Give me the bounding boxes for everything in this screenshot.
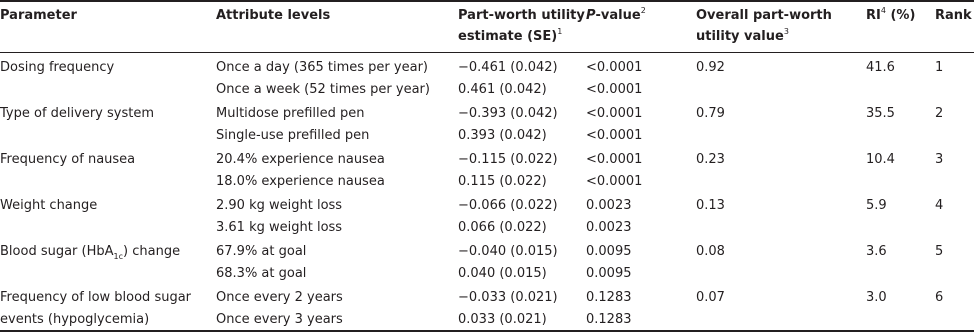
row-level: Single-use prefilled pen <box>216 128 370 143</box>
row-level: 2.90 kg weight loss <box>216 198 343 213</box>
row-estimate: −0.066 (0.022) <box>458 198 558 213</box>
row-parameter: Weight change <box>0 198 98 213</box>
row-estimate: −0.033 (0.021) <box>458 290 558 305</box>
row-estimate: 0.461 (0.042) <box>458 82 547 97</box>
row-level: 68.3% at goal <box>216 266 307 281</box>
row-overall: 0.79 <box>696 106 725 121</box>
row-rank: 2 <box>935 106 944 121</box>
row-overall: 0.13 <box>696 198 725 213</box>
row-parameter-line1: Frequency of low blood sugar <box>0 290 192 305</box>
row-ri: 3.0 <box>866 290 887 305</box>
header-p-value: P-value$^2$ <box>586 6 646 23</box>
row-rank: 4 <box>935 198 944 213</box>
header-parameter: Parameter <box>0 8 77 23</box>
row-estimate: −0.393 (0.042) <box>458 106 558 121</box>
row-overall: 0.92 <box>696 60 725 75</box>
row-p-value: 0.0095 <box>586 244 632 259</box>
row-p-value: 0.0023 <box>586 198 632 213</box>
row-parameter: Blood sugar (HbA$_{1c}$) change <box>0 244 181 261</box>
row-rank: 3 <box>935 152 944 167</box>
row-estimate: 0.393 (0.042) <box>458 128 547 143</box>
row-ri: 3.6 <box>866 244 887 259</box>
header-ri: $RI^4$ (%) <box>866 6 916 23</box>
row-estimate: 0.033 (0.021) <box>458 312 547 327</box>
row-p-value: <0.0001 <box>586 60 643 75</box>
row-parameter: Frequency of nausea <box>0 152 136 167</box>
row-level: Once a day (365 times per year) <box>216 60 428 75</box>
header-attribute-levels: Attribute levels <box>216 8 331 23</box>
row-ri: 5.9 <box>866 198 887 213</box>
row-level: Multidose prefilled pen <box>216 106 365 121</box>
row-ri: 35.5 <box>866 106 895 121</box>
row-estimate: 0.066 (0.022) <box>458 220 547 235</box>
row-p-value: <0.0001 <box>586 82 643 97</box>
header-bottom-rule <box>0 52 974 53</box>
row-p-value: 0.0023 <box>586 220 632 235</box>
row-level: Once every 3 years <box>216 312 343 327</box>
row-p-value: <0.0001 <box>586 106 643 121</box>
row-rank: 1 <box>935 60 944 75</box>
row-estimate: 0.115 (0.022) <box>458 174 547 189</box>
row-ri: 41.6 <box>866 60 895 75</box>
row-level: Once a week (52 times per year) <box>216 82 430 97</box>
row-parameter-line2: events (hypoglycemia) <box>0 312 150 327</box>
row-estimate: −0.461 (0.042) <box>458 60 558 75</box>
row-p-value: <0.0001 <box>586 128 643 143</box>
row-p-value: 0.0095 <box>586 266 632 281</box>
row-p-value: <0.0001 <box>586 174 643 189</box>
row-level: 3.61 kg weight loss <box>216 220 343 235</box>
row-overall: 0.23 <box>696 152 725 167</box>
row-rank: 6 <box>935 290 944 305</box>
row-overall: 0.07 <box>696 290 725 305</box>
header-overall-line1: Overall part-worth <box>696 8 832 23</box>
row-level: 18.0% experience nausea <box>216 174 385 189</box>
header-part-worth-estimate-line2: estimate (SE)$^1$ <box>458 27 563 44</box>
row-p-value: <0.0001 <box>586 152 643 167</box>
row-estimate: 0.040 (0.015) <box>458 266 547 281</box>
row-rank: 5 <box>935 244 944 259</box>
row-parameter: Dosing frequency <box>0 60 115 75</box>
row-estimate: −0.040 (0.015) <box>458 244 558 259</box>
row-parameter: Type of delivery system <box>0 106 154 121</box>
row-level: Once every 2 years <box>216 290 343 305</box>
row-overall: 0.08 <box>696 244 725 259</box>
header-rank: Rank <box>935 8 972 23</box>
row-estimate: −0.115 (0.022) <box>458 152 558 167</box>
row-ri: 10.4 <box>866 152 895 167</box>
row-level: 67.9% at goal <box>216 244 307 259</box>
table-bottom-rule <box>0 330 974 332</box>
header-overall-line2: utility value$^3$ <box>696 27 789 44</box>
header-part-worth-estimate-line1: Part-worth utility <box>458 8 585 23</box>
row-p-value: 0.1283 <box>586 312 632 327</box>
row-level: 20.4% experience nausea <box>216 152 385 167</box>
row-p-value: 0.1283 <box>586 290 632 305</box>
table-top-rule <box>0 0 974 2</box>
